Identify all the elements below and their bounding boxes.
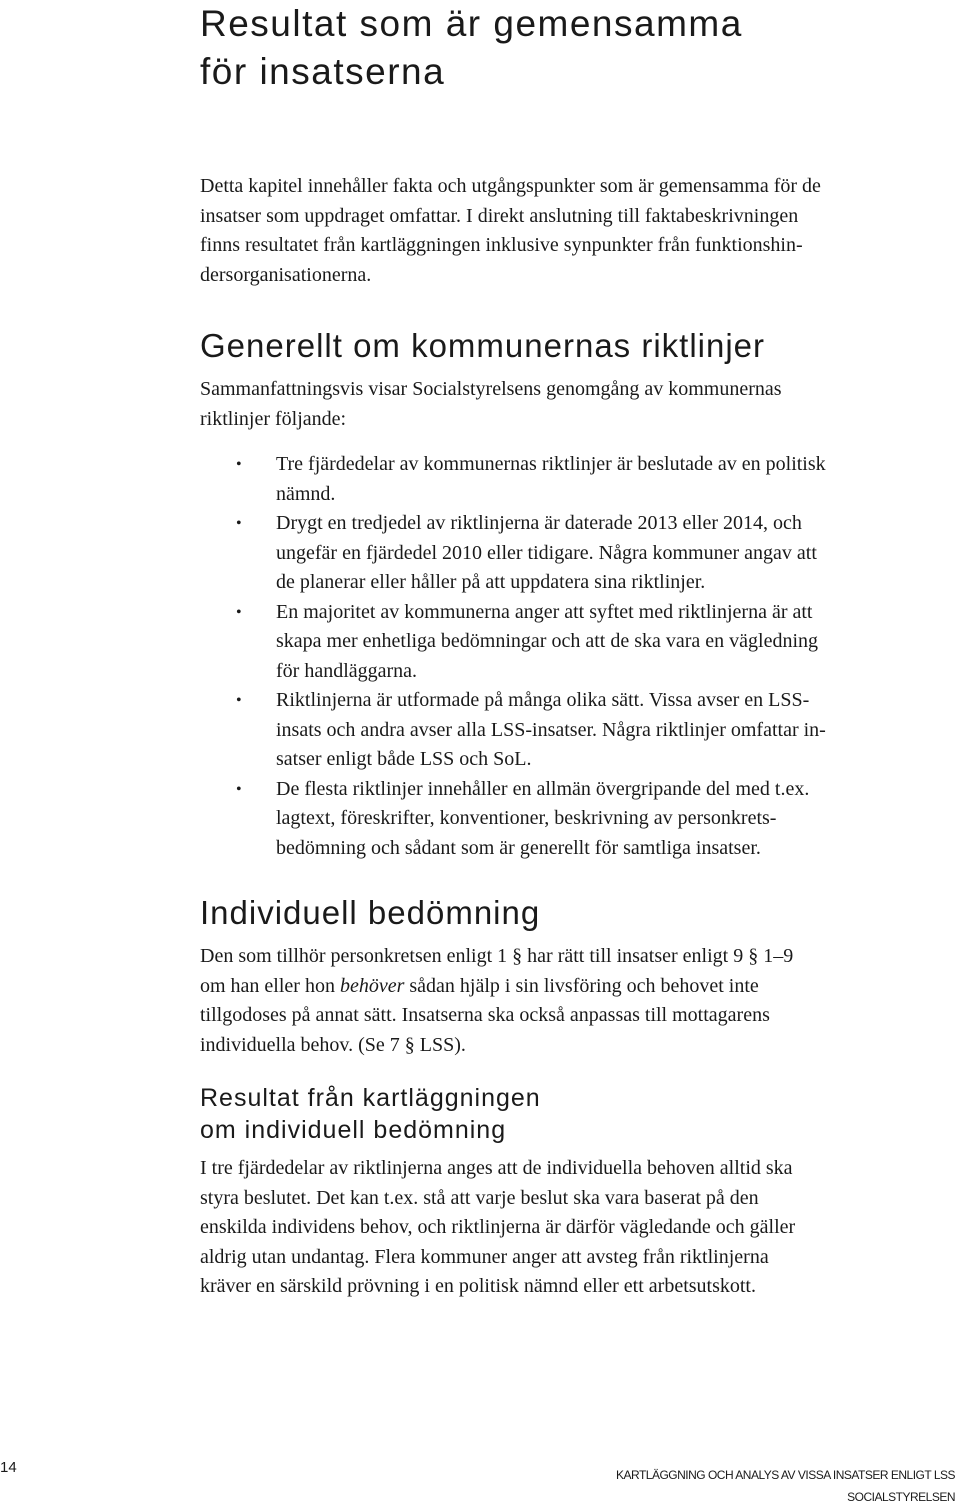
section-heading-individuell-bedomning: Individuell bedömning	[200, 894, 541, 931]
bullet-item	[200, 598, 940, 687]
bullet-item	[200, 509, 940, 598]
section2-line2-end: sådan hjälp i sin livsföring och behovet inte	[404, 974, 759, 997]
section3-line: kräver en särskild prövning i en politisk nämnd eller ett arbetsutskott.	[200, 1275, 756, 1297]
section3-paragraph	[200, 1154, 930, 1302]
findings-bullet-list	[200, 450, 940, 863]
bullet-line: En majoritet av kommunerna anger att syftet med riktlinjerna är att	[276, 600, 813, 623]
section3-line: enskilda individens behov, och riktlinjerna är därför vägledande och gäller	[200, 1216, 796, 1238]
subsection-heading-line: Resultat från kartläggningen	[200, 1084, 541, 1112]
section2-paragraph	[200, 942, 930, 1060]
bullet-line: Tre fjärdedelar av kommunernas riktlinjer är beslutade av en politisk	[276, 453, 826, 475]
bullet-text	[276, 509, 940, 598]
section3-line: I tre fjärdedelar av riktlinjerna anges att de individuella behoven alltid ska	[200, 1157, 793, 1179]
bullet-line: Riktlinjerna är utformade på många olika sätt. Vissa avser en LSS-	[276, 689, 810, 711]
footer-report-title: KARTLÄGGNING OCH ANALYS AV VISSA INSATSER ENLIGT LSS	[615, 1468, 955, 1482]
bullet-line: satser enligt både LSS och SoL.	[276, 748, 532, 770]
page-number: 14	[0, 1459, 17, 1476]
section3-line: styra beslutet. Det kan t.ex. stå att varje beslut ska vara baserat på den	[200, 1186, 759, 1209]
bullet-text	[276, 598, 940, 687]
bullet-text	[276, 686, 940, 775]
page-title-line-2: för insatserna	[200, 51, 446, 92]
bullet-item	[200, 450, 940, 509]
bullet-line: nämnd.	[276, 482, 336, 505]
bullet-line: insats och andra avser alla LSS-insatser. Några riktlinjer omfattar in-	[276, 718, 826, 741]
bullet-dot-icon: •	[236, 456, 242, 473]
bullet-line: Drygt en tredjedel av riktlinjerna är daterade 2013 eller 2014, och	[276, 512, 802, 534]
bullet-item	[200, 775, 940, 864]
bullet-text	[276, 450, 940, 509]
bullet-line: lagtext, föreskrifter, konventioner, beskrivning av personkrets-	[276, 807, 777, 829]
section2-line	[200, 972, 930, 1002]
bullet-line: bedömning och sådant som är generellt för samtliga insatser.	[276, 836, 761, 859]
bullet-line: ungefär en fjärdedel 2010 eller tidigare. Några kommuner angav att	[276, 541, 817, 564]
subsection-heading-line: om individuell bedömning	[200, 1116, 507, 1144]
intro-line: insatser som uppdraget omfattar. I direkt anslutning till faktabeskrivningen	[200, 204, 799, 227]
section2-line: Den som tillhör personkretsen enligt 1 § har rätt till insatser enligt 9 § 1–9	[200, 945, 794, 967]
bullet-dot-icon: •	[236, 603, 242, 621]
bullet-dot-icon: •	[236, 692, 242, 709]
page-footer	[616, 1464, 955, 1508]
bullet-dot-icon: •	[236, 780, 242, 798]
section-heading-riktlinjer: Generellt om kommunernas riktlinjer	[200, 327, 766, 364]
bullet-item	[200, 686, 940, 775]
subsection-heading-resultat	[200, 1082, 541, 1146]
intro-paragraph	[200, 172, 930, 290]
intro-line: finns resultatet från kartläggningen inklusive synpunkter från funktionshin-	[200, 234, 803, 256]
page-title	[200, 0, 940, 96]
lead-line: Sammanfattningsvis visar Socialstyrelsens genomgång av kommunernas	[200, 378, 782, 400]
footer-publisher: SOCIALSTYRELSEN	[847, 1490, 955, 1504]
emphasis-behover: behöver	[339, 974, 405, 997]
bullet-text	[276, 775, 940, 864]
intro-line: Detta kapitel innehåller fakta och utgångspunkter som är gemensamma för de	[200, 175, 821, 197]
bullet-line: för handläggarna.	[276, 659, 418, 682]
intro-line: dersorganisationerna.	[200, 263, 372, 286]
bullet-line: de planerar eller håller på att uppdatera sina riktlinjer.	[276, 571, 706, 593]
section2-line2-start: om han eller hon	[200, 974, 340, 997]
page-title-line-1: Resultat som är gemensamma	[200, 3, 743, 44]
bullet-line: skapa mer enhetliga bedömningar och att de ska vara en vägledning	[276, 630, 819, 652]
section2-line: individuella behov. (Se 7 § LSS).	[200, 1033, 466, 1056]
bullet-dot-icon: •	[236, 515, 242, 532]
bullet-line: De flesta riktlinjer innehåller en allmän övergripande del med t.ex.	[276, 777, 810, 800]
section2-line: tillgodoses på annat sätt. Insatserna ska också anpassas till mottagarens	[200, 1004, 770, 1026]
section1-lead-paragraph	[200, 375, 930, 434]
section3-line: aldrig utan undantag. Flera kommuner anger att avsteg från riktlinjerna	[200, 1245, 769, 1268]
lead-line: riktlinjer följande:	[200, 407, 347, 430]
